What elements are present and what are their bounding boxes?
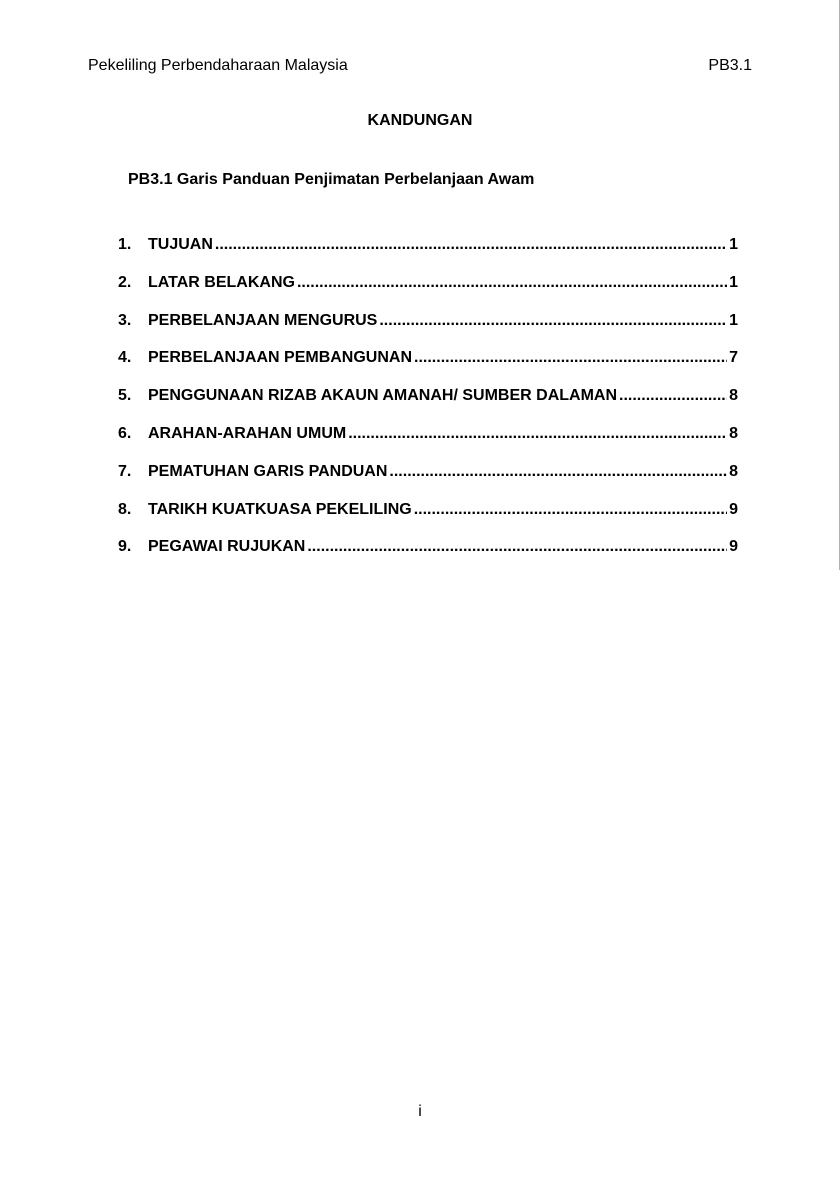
toc-entry-3[interactable] [118, 311, 738, 349]
toc-entry-number: 5. [118, 387, 132, 405]
table-of-contents [118, 235, 738, 575]
toc-entry-page: 1 [729, 273, 738, 291]
toc-entry-number: 6. [118, 424, 132, 442]
toc-dot-leader [297, 273, 727, 293]
toc-entry-label: PERBELANJAAN PEMBANGUNAN [148, 349, 413, 367]
toc-entry-page: 9 [729, 500, 738, 518]
toc-dot-leader [215, 235, 727, 255]
toc-entry-8[interactable] [118, 500, 738, 538]
toc-entry-label: PENGGUNAAN RIZAB AKAUN AMANAH/ SUMBER DALAMAN [148, 387, 618, 405]
toc-entry-page: 8 [729, 387, 738, 405]
toc-entry-label: PEMATUHAN GARIS PANDUAN [148, 462, 388, 480]
toc-entry-9[interactable] [118, 537, 738, 575]
toc-dot-leader [389, 462, 727, 482]
toc-entry-1[interactable] [118, 235, 738, 273]
toc-entry-5[interactable] [118, 386, 738, 424]
toc-dot-leader [379, 311, 727, 331]
toc-dot-leader [619, 386, 727, 406]
toc-entry-number: 4. [118, 349, 132, 367]
toc-dot-leader [414, 500, 727, 520]
toc-entry-label: LATAR BELAKANG [148, 273, 295, 291]
running-header-code: PB3.1 [708, 57, 752, 74]
toc-entry-number: 7. [118, 462, 132, 480]
toc-entry-label: PEGAWAI RUJUKAN [148, 538, 306, 556]
page-number: i [418, 1103, 422, 1120]
toc-entry-number: 3. [118, 311, 132, 329]
document-subtitle: PB3.1 Garis Panduan Penjimatan Perbelanjaan Awam [128, 171, 535, 188]
toc-entry-page: 1 [729, 311, 738, 329]
toc-entry-page: 8 [729, 424, 738, 442]
toc-entry-7[interactable] [118, 462, 738, 500]
toc-entry-number: 1. [118, 236, 132, 253]
running-header-title: Pekeliling Perbendaharaan Malaysia [88, 57, 348, 74]
toc-entry-6[interactable] [118, 424, 738, 462]
toc-entry-page: 9 [729, 538, 738, 556]
toc-entry-page: 8 [729, 462, 738, 480]
page-title: KANDUNGAN [367, 112, 473, 129]
toc-entry-4[interactable] [118, 348, 738, 386]
toc-dot-leader [307, 537, 727, 557]
toc-entry-number: 8. [118, 500, 132, 518]
toc-entry-number: 2. [118, 273, 132, 291]
toc-entry-label: TARIKH KUATKUASA PEKELILING [148, 500, 412, 518]
toc-entry-page: 1 [729, 236, 738, 253]
toc-entry-number: 9. [118, 538, 132, 556]
toc-entry-2[interactable] [118, 273, 738, 311]
toc-dot-leader [414, 348, 727, 368]
toc-entry-page: 7 [729, 349, 738, 367]
toc-entry-label: ARAHAN-ARAHAN UMUM [148, 424, 347, 442]
toc-entry-label: PERBELANJAAN MENGURUS [148, 311, 378, 329]
toc-dot-leader [348, 424, 727, 444]
toc-entry-label: TUJUAN [148, 236, 213, 253]
